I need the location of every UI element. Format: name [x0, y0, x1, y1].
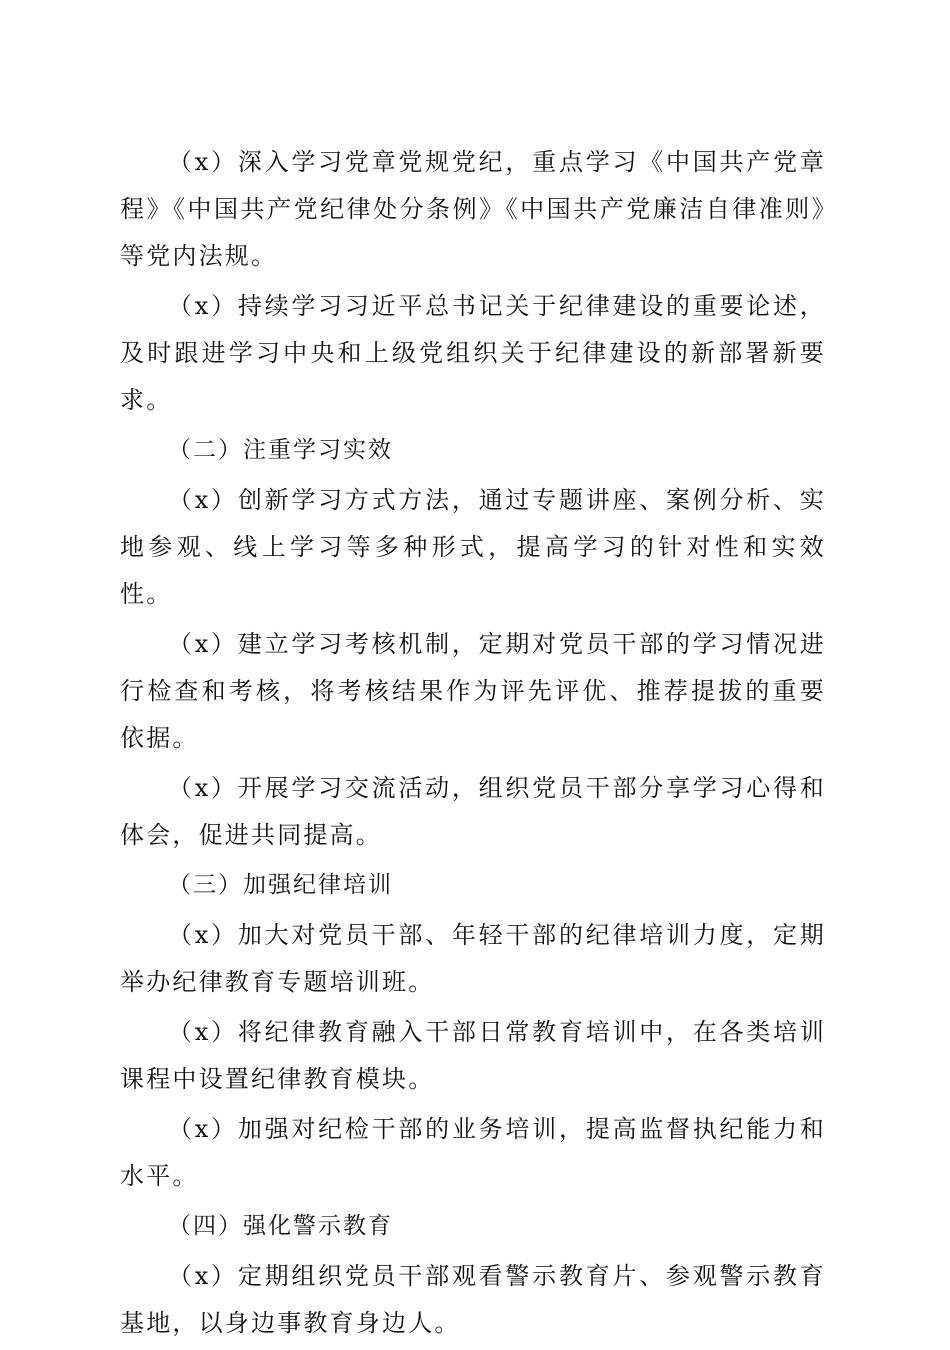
paragraph-exchange-activities: （x）开展学习交流活动，组织党员干部分享学习心得和体会，促进共同提高。: [120, 774, 826, 849]
section-heading-4: （四）强化警示教育: [168, 1213, 393, 1239]
paragraph-integrate-training: （x）将纪律教育融入干部日常教育培训中，在各类培训课程中设置纪律教育模块。: [120, 1018, 826, 1093]
section-heading-3: （三）加强纪律培训: [168, 872, 393, 898]
section-heading-2: （二）注重学习实效: [168, 437, 393, 463]
paragraph-assessment-mechanism: （x）建立学习考核机制，定期对党员干部的学习情况进行检查和考核，将考核结果作为评先评优、推荐提拔的重要依据。: [120, 630, 826, 752]
paragraph-innovate-methods: （x）创新学习方式方法，通过专题讲座、案例分析、实地参观、线上学习等多种形式，提高学习的针对性和实效性。: [120, 486, 826, 608]
paragraph-study-xi-discourse: （x）持续学习习近平总书记关于纪律建设的重要论述，及时跟进学习中央和上级党组织关于纪律建设的新部署新要求。: [120, 292, 826, 414]
paragraph-warning-education: （x）定期组织党员干部观看警示教育片、参观警示教育基地，以身边事教育身边人。: [120, 1262, 826, 1337]
document-body: [120, 139, 826, 1350]
paragraph-inspector-training: （x）加强对纪检干部的业务培训，提高监督执纪能力和水平。: [120, 1115, 826, 1190]
paragraph-training-intensity: （x）加大对党员干部、年轻干部的纪律培训力度，定期举办纪律教育专题培训班。: [120, 921, 826, 996]
paragraph-study-party-rules: （x）深入学习党章党规党纪，重点学习《中国共产党章程》《中国共产党纪律处分条例》《中国共产党廉洁自律准则》等党内法规。: [120, 148, 826, 270]
